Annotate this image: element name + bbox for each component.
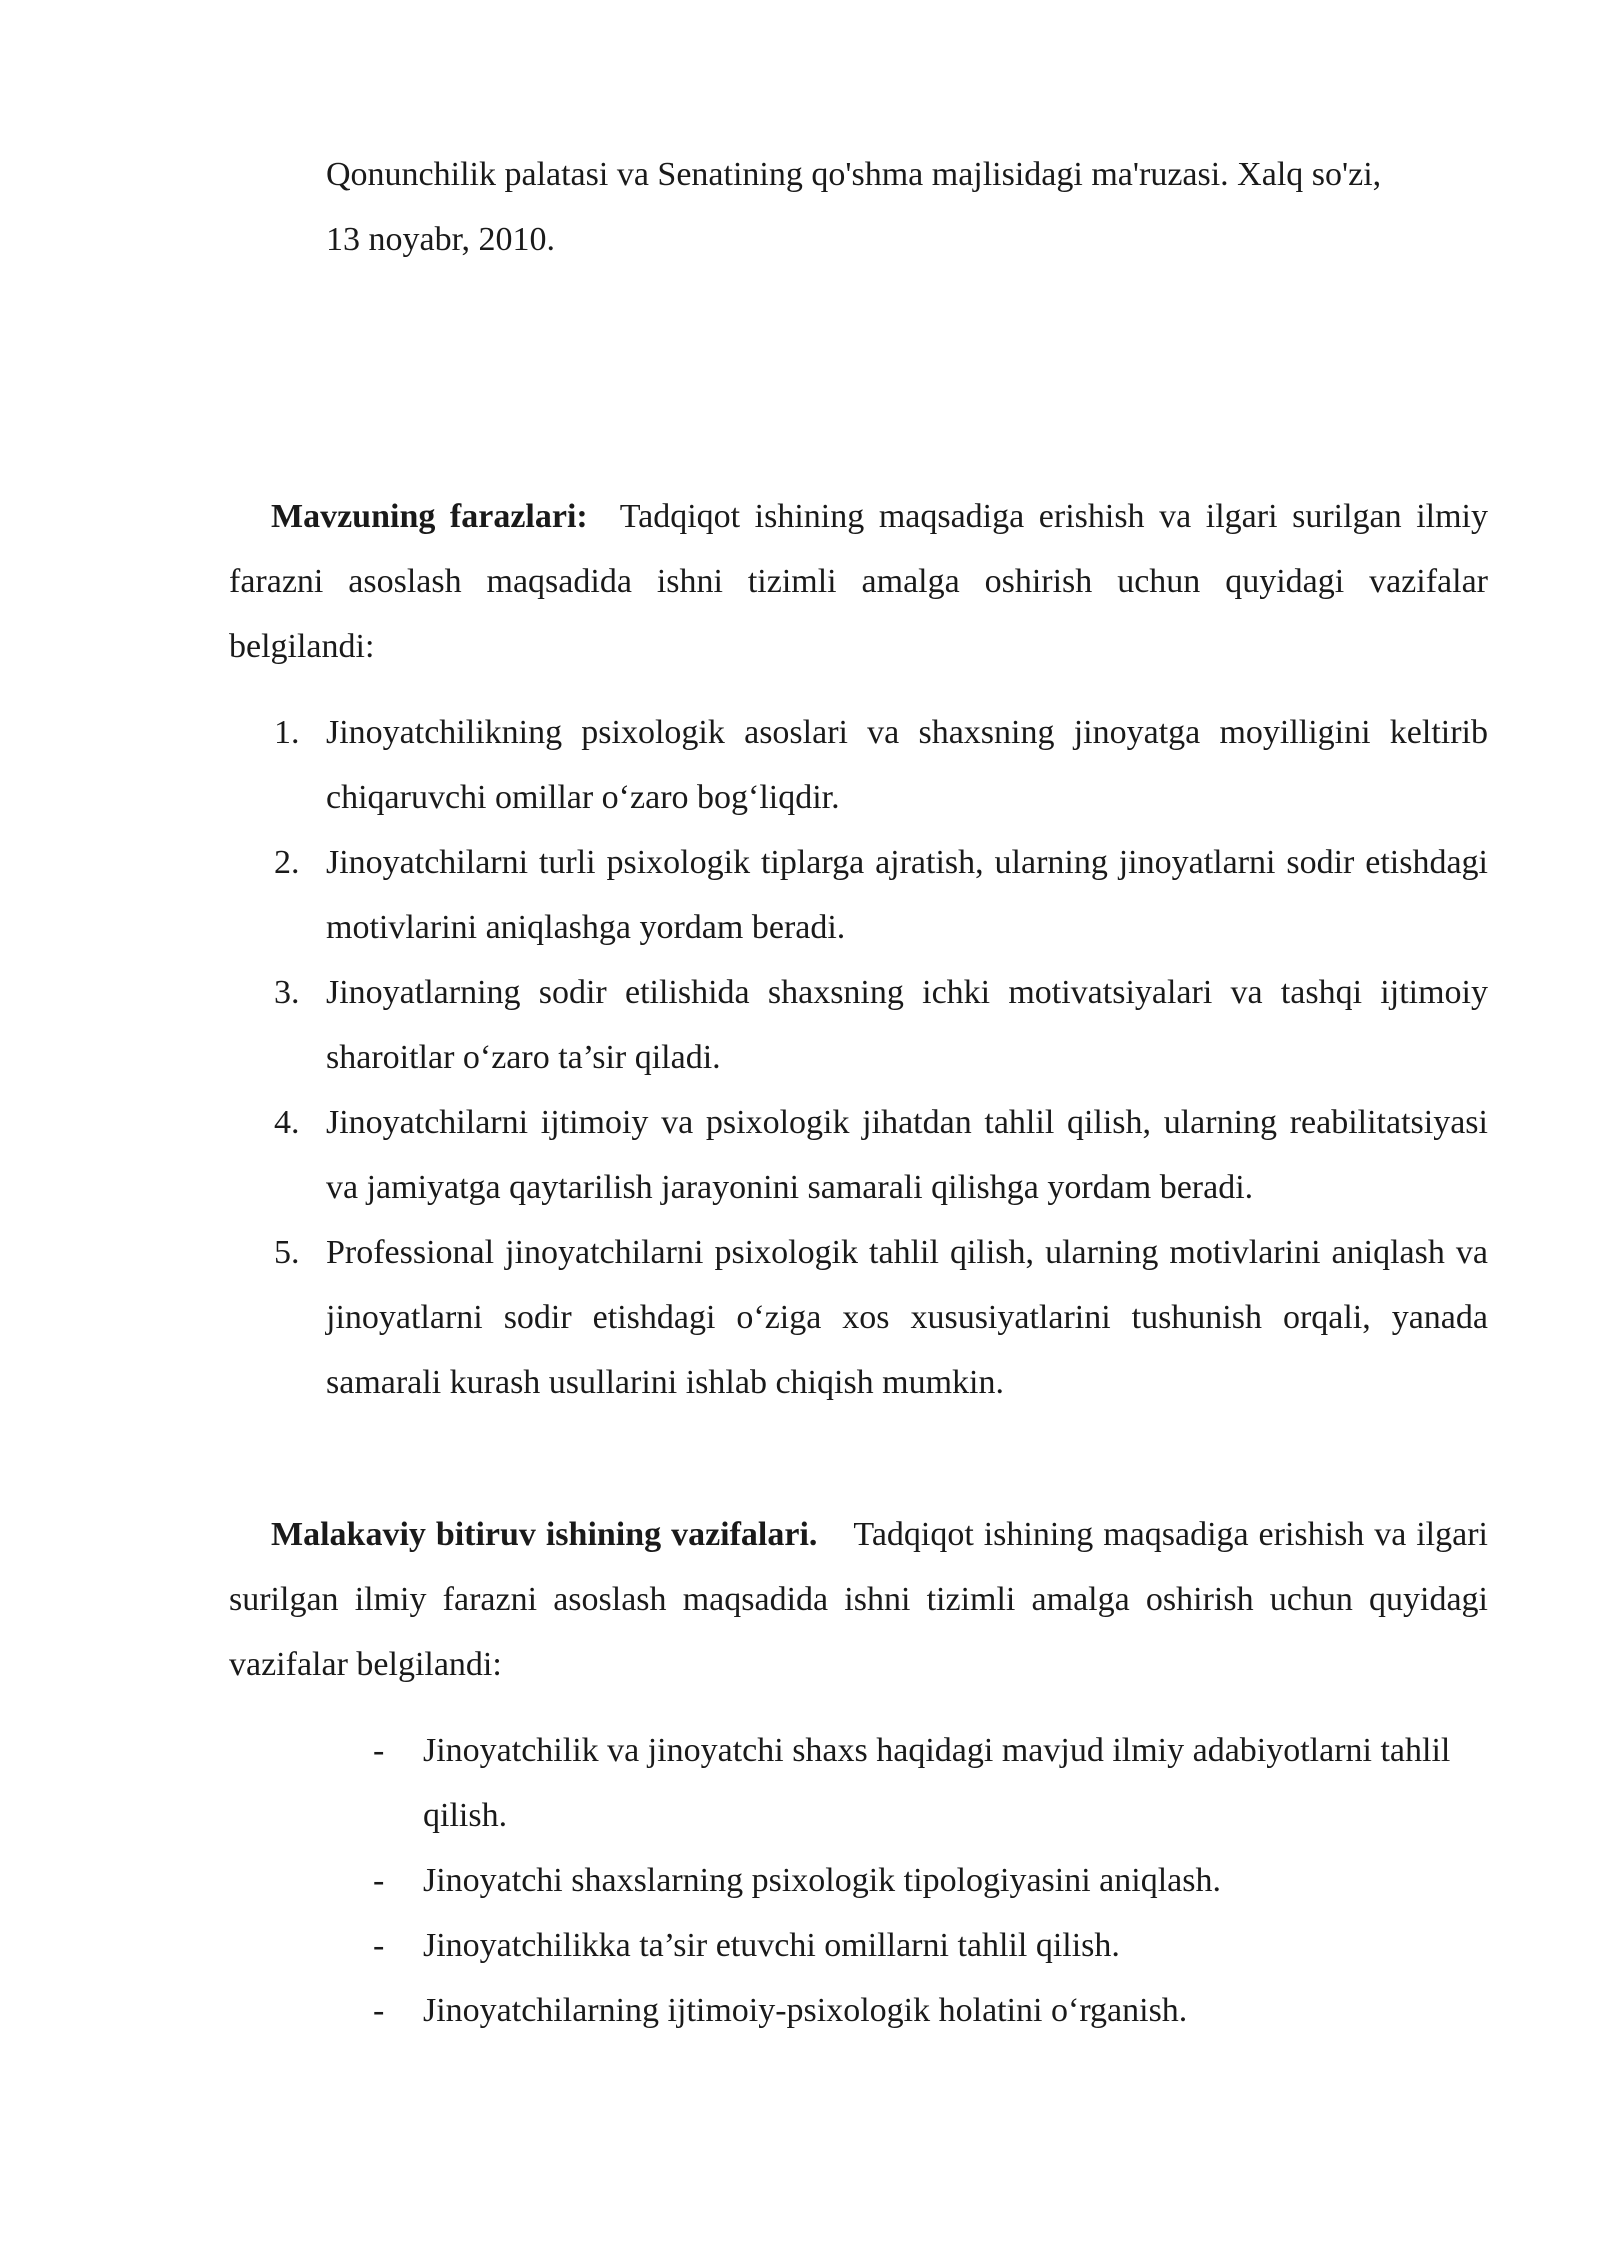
hypotheses-intro-text: Tadqiqot ishining maqsadiga erishish va ilgari surilgan ilmiy farazni asoslash maqsadida ishni tizimli amalga oshirish uchun quyidagi vazifalar belgilandi: (229, 498, 1488, 665)
hypotheses-section (229, 484, 1488, 1415)
list-item-number: 5. (274, 1234, 300, 1271)
tasks-list (229, 1718, 1488, 2043)
list-item (274, 1220, 1488, 1415)
list-item-text: Jinoyatchilikka ta’sir etuvchi omillarni tahlil qilish. (423, 1927, 1120, 1964)
list-item (274, 960, 1488, 1090)
list-item-number: 3. (274, 974, 300, 1011)
intro-line-2: 13 noyabr, 2010. (326, 221, 556, 258)
list-item (274, 830, 1488, 960)
intro-line-1: Qonunchilik palatasi va Senatining qo'shma majlisidagi ma'ruzasi. Xalq so'zi, (326, 156, 1382, 193)
dash-bullet: - (373, 1927, 385, 1964)
list-item (373, 1718, 1488, 1848)
dash-bullet: - (373, 1862, 385, 1899)
list-item-text: Professional jinoyatchilarni psixologik tahlil qilish, ularning motivlarini aniqlash va jinoyatlarni sodir etishdagi o‘ziga xos xususiyatlarini tushunish orqali, yanada samarali kurash usullarini ishlab chiqish mumkin. (326, 1234, 1488, 1401)
list-item-number: 2. (274, 844, 300, 881)
list-item-text: Jinoyatlarning sodir etilishida shaxsning ichki motivatsiyalari va tashqi ijtimoiy sharoitlar o‘zaro ta’sir qiladi. (326, 974, 1488, 1076)
list-item-text: Jinoyatchi shaxslarning psixologik tipologiyasini aniqlash. (423, 1862, 1221, 1899)
dash-bullet: - (373, 1992, 385, 2029)
tasks-intro-text: Tadqiqot ishining maqsadiga erishish va ilgari surilgan ilmiy farazni asoslash maqsadida ishni tizimli amalga oshirish uchun quyidagi vazifalar belgilandi: (229, 1516, 1488, 1683)
tasks-heading: Malakaviy bitiruv ishining vazifalari. (271, 1516, 818, 1553)
list-item (373, 1913, 1488, 1978)
hypotheses-paragraph (229, 484, 1488, 679)
intro-citation (326, 142, 1488, 272)
tasks-section (229, 1502, 1488, 2043)
hypotheses-heading: Mavzuning farazlari: (271, 498, 588, 535)
list-item-text: Jinoyatchilik va jinoyatchi shaxs haqidagi mavjud ilmiy adabiyotlarni tahlil qilish. (423, 1732, 1451, 1834)
hypotheses-list (229, 700, 1488, 1415)
dash-bullet: - (373, 1732, 385, 1769)
list-item-text: Jinoyatchilarni turli psixologik tiplarga ajratish, ularning jinoyatlarni sodir etishdagi motivlarini aniqlashga yordam beradi. (326, 844, 1488, 946)
list-item-text: Jinoyatchilikning psixologik asoslari va shaxsning jinoyatga moyilligini keltirib chiqaruvchi omillar o‘zaro bog‘liqdir. (326, 714, 1488, 816)
list-item-text: Jinoyatchilarning ijtimoiy-psixologik holatini o‘rganish. (423, 1992, 1188, 2029)
tasks-paragraph (229, 1502, 1488, 1697)
list-item (274, 700, 1488, 830)
list-item (373, 1848, 1488, 1913)
list-item (274, 1090, 1488, 1220)
list-item-number: 4. (274, 1104, 300, 1141)
list-item-text: Jinoyatchilarni ijtimoiy va psixologik jihatdan tahlil qilish, ularning reabilitatsiyasi va jamiyatga qaytarilish jarayonini samarali qilishga yordam beradi. (326, 1104, 1488, 1206)
list-item-number: 1. (274, 714, 300, 751)
list-item (373, 1978, 1488, 2043)
